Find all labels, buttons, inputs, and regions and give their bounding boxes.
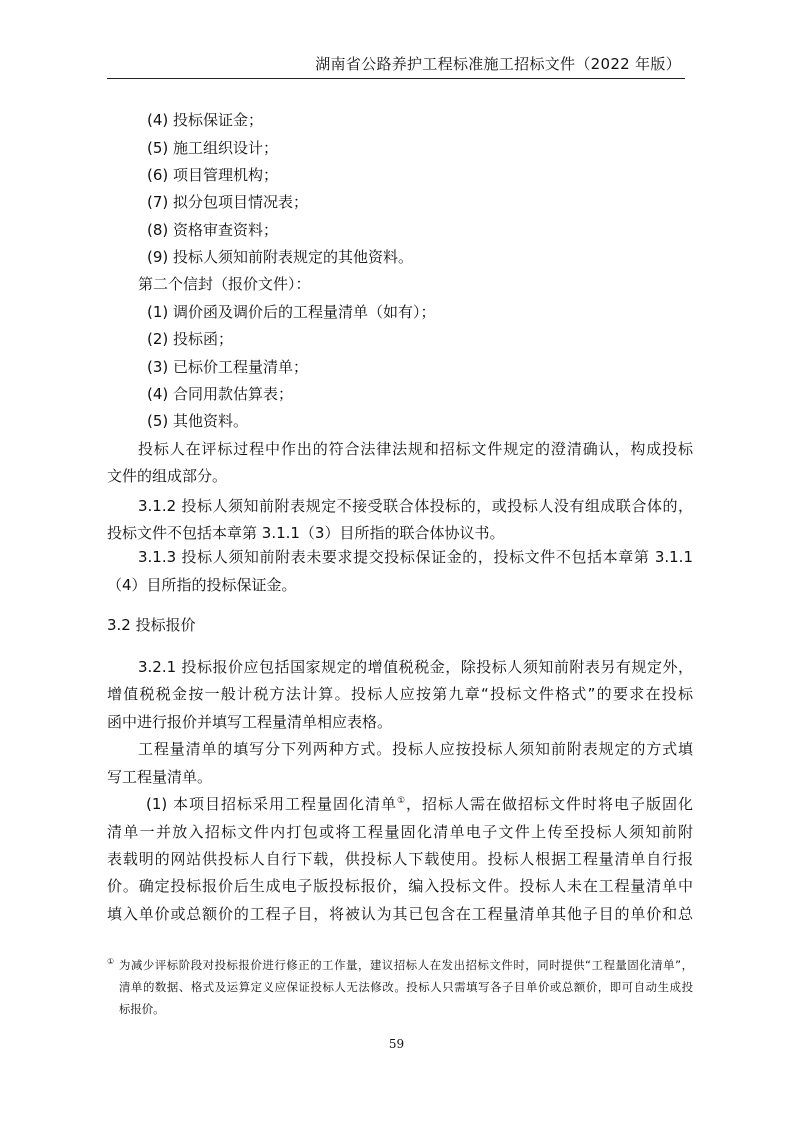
paragraph-line: 文件的组成部分。: [107, 467, 228, 485]
list-item: (4) 投标保证金；: [147, 111, 264, 129]
list-item: (7) 拟分包项目情况表；: [147, 193, 309, 211]
header-divider: [107, 78, 685, 79]
list-item: (2) 投标函；: [147, 330, 234, 348]
list-item: (5) 施工组织设计；: [147, 139, 279, 157]
paragraph-line: 3.1.2 投标人须知前附表规定不接受联合体投标的，或投标人没有组成联合体的，: [138, 497, 693, 515]
section-heading: 3.2 投标报价: [107, 616, 196, 634]
list-item: (8) 资格审查资料；: [147, 221, 279, 239]
paragraph-line: 3.1.3 投标人须知前附表未要求提交投标保证金的，投标文件不包括本章第 3.1.1: [138, 548, 693, 566]
paragraph-line: 3.2.1 投标报价应包括国家规定的增值税税金，除投标人须知前附表另有规定外，: [138, 658, 693, 676]
paragraph-line: 函中进行报价并填写工程量清单相应表格。: [107, 713, 393, 731]
footnote-marker: ①: [107, 957, 115, 966]
footnote-line: 清单的数据、格式及运算定义应保证投标人无法修改。投标人只需填写各子目单价或总额价，即可自动生成投: [119, 980, 693, 994]
header-title: 湖南省公路养护工程标准施工招标文件（2022 年版）: [315, 55, 681, 73]
list-item: (5) 其他资料。: [147, 412, 249, 430]
paragraph-line: 投标文件不包括本章第 3.1.1（3）目所指的联合体协议书。: [107, 524, 505, 542]
paragraph-line: 投标人在评标过程中作出的符合法律法规和招标文件规定的澄清确认，构成投标: [138, 440, 693, 458]
paragraph-line: 清单一并放入招标文件内打包或将工程量固化清单电子文件上传至投标人须知前附: [107, 823, 693, 841]
paragraph-line: [146, 793, 693, 815]
paragraph-line: 增值税税金按一般计税方法计算。投标人应按第九章“投标文件格式”的要求在投标: [107, 685, 693, 703]
second-envelope-heading: 第二个信封（报价文件）：: [138, 275, 311, 293]
list-item: (9) 投标人须知前附表规定的其他资料。: [147, 248, 414, 266]
paragraph-line: 表载明的网站供投标人自行下载，供投标人下载使用。投标人根据工程量清单自行报: [107, 850, 693, 868]
footnote-line: 标报价。: [119, 1002, 165, 1016]
paragraph-text: ，招标人需在做招标文件时将电子版固化: [406, 795, 693, 813]
paragraph-line: 工程量清单的填写分下列两种方式。投标人应按投标人须知前附表规定的方式填: [138, 740, 693, 758]
footnote-line: 为减少评标阶段对投标报价进行修正的工作量，建议招标人在发出招标文件时，同时提供“工程量固化清单”，: [119, 958, 693, 972]
list-item: (4) 合同用款估算表；: [147, 385, 294, 403]
list-item: (1) 调价函及调价后的工程量清单（如有）；: [147, 303, 436, 321]
paragraph-line: 写工程量清单。: [107, 768, 213, 786]
paragraph-text: (1) 本项目招标采用工程量固化清单: [146, 795, 397, 813]
list-item: (3) 已标价工程量清单；: [147, 358, 309, 376]
paragraph-line: 填入单价或总额价的工程子目，将被认为其已包含在工程量清单其他子目的单价和总: [107, 905, 693, 923]
paragraph-line: （4）目所指的投标保证金。: [107, 576, 297, 594]
list-item: (6) 项目管理机构；: [147, 166, 279, 184]
paragraph-line: 价。确定投标报价后生成电子版投标报价，编入投标文件。投标人未在工程量清单中: [107, 877, 693, 895]
page-number: 59: [388, 1037, 405, 1051]
footnote-reference: ①: [396, 796, 407, 806]
